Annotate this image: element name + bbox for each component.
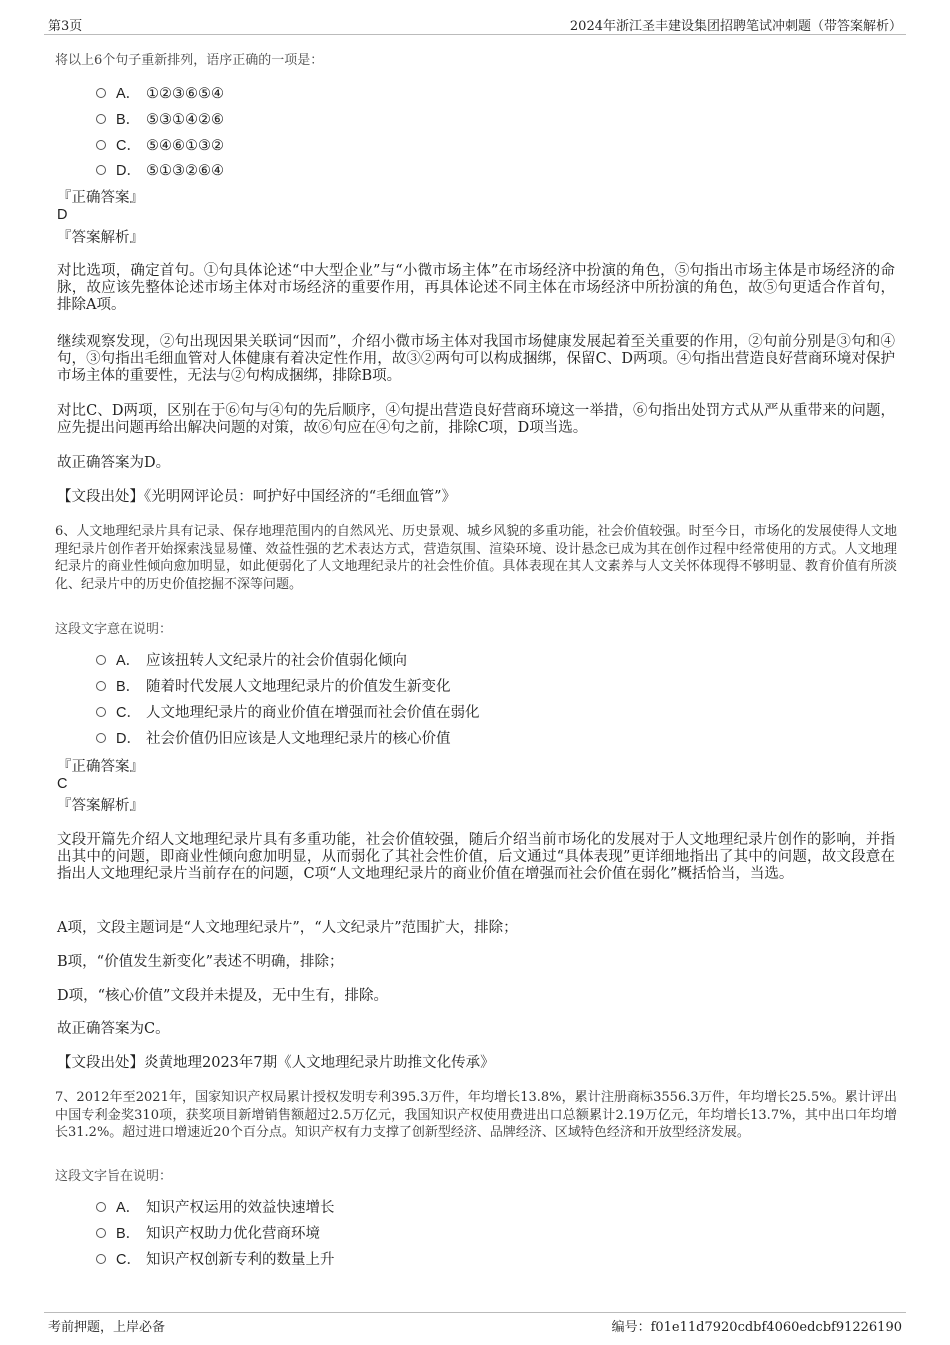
q6-analysis-p1: 文段开篇先介绍人文地理纪录片具有多重功能，社会价值较强，随后介绍当前市场化的发展对于人文地理纪录片创作的影响，并指出其中的问题，即商业性倾向愈加明显，从而弱化了其社会性价值，后文通过“具体表现”更详细地指出了其中的问题，故文段意在指出人文地理纪录片当前存在的问题，C项“人文地理纪录片的商业价值在增强而社会价值在弱化”概括恰当，当选。 [57,832,895,882]
radio-icon[interactable] [96,1254,106,1264]
q5-option-d[interactable]: D． ⑤①③②⑥④ [96,161,224,181]
q6-option-c[interactable]: C． 人文地理纪录片的商业价值在增强而社会价值在弱化 [96,703,480,723]
q5-analysis-p1: 对比选项，确定首句。①句具体论述“中大型企业”与“小微市场主体”在市场经济中扮演的角色，⑤句指出市场主体是市场经济的命脉，故应该先整体论述市场主体对市场经济的重要作用，再具体论述不同主体在市场经济中所扮演的角色，故⑤句更适合作首句，排除A项。 [57,263,895,313]
q6-prompt: 这段文字意在说明： [55,622,173,637]
q6-analysis-label: 『答案解析』 [57,798,144,814]
q5-source: 【文段出处】《光明网评论员：呵护好中国经济的“毛细血管”》 [57,489,457,505]
q6-analysis-p5: 故正确答案为C。 [57,1021,170,1037]
q5-answer: D [57,207,68,223]
q6-option-a[interactable]: A． 应该扭转人文纪录片的社会价值弱化倾向 [96,651,407,671]
radio-icon[interactable] [96,681,106,691]
radio-icon[interactable] [96,733,106,743]
q6-answer: C [57,776,68,792]
q7-question: 7、2012年至2021年，国家知识产权局累计授权发明专利395.3万件，年均增长13.8%，累计注册商标3556.3万件，年均增长25.5%。累计评出中国专利金奖310项，获奖项目新增销售额超过2.5万亿元，我国知识产权使用费进出口总额累计2.19万亿元，年均增长13.7%，其中出口年均增长31.2%。超过进口增速近20个百分点。知识产权有力支撑了创新型经济、品牌经济、区域特色经济和开放型经济发展。 [55,1090,897,1140]
q7-option-b[interactable]: B． 知识产权助力优化营商环境 [96,1224,320,1244]
radio-icon[interactable] [96,655,106,665]
document-title: 2024年浙江圣丰建设集团招聘笔试冲刺题（带答案解析） [569,19,902,34]
q6-answer-label: 『正确答案』 [57,759,144,775]
radio-icon[interactable] [96,114,106,124]
q7-prompt: 这段文字旨在说明： [55,1169,173,1184]
q7-option-a[interactable]: A． 知识产权运用的效益快速增长 [96,1198,335,1218]
q5-prompt: 将以上6个句子重新排列，语序正确的一项是： [55,53,324,68]
q5-option-b[interactable]: B． ⑤③①④②⑥ [96,110,224,130]
page-number: 第3页 [48,19,83,34]
q5-option-c[interactable]: C． ⑤④⑥①③② [96,136,224,156]
q5-analysis-p2: 继续观察发现，②句出现因果关联词“因而”，介绍小微市场主体对我国市场健康发展起着至关重要的作用，②句前分别是③句和④句，③句指出毛细血管对人体健康有着决定性作用，故③②两句可以构成捆绑，保留C、D两项。④句指出营造良好营商环境对保护市场主体的重要性，无法与②句构成捆绑，排除B项。 [57,334,895,384]
q6-option-d[interactable]: D． 社会价值仍旧应该是人文地理纪录片的核心价值 [96,729,451,749]
q7-option-c[interactable]: C． 知识产权创新专利的数量上升 [96,1250,335,1270]
radio-icon[interactable] [96,1202,106,1212]
radio-icon[interactable] [96,1228,106,1238]
q6-option-b[interactable]: B． 随着时代发展人文地理纪录片的价值发生新变化 [96,677,451,697]
q6-question: 6、人文地理纪录片具有记录、保存地理范围内的自然风光、历史景观、城乡风貌的多重功能，社会价值较强。时至今日，市场化的发展使得人文地理纪录片创作者开始探索浅显易懂、效益性强的艺术表达方式，营造氛围、渲染环境、设计悬念已成为其在创作过程中经常使用的方式。人文地理纪录片的商业性倾向愈加明显，如此便弱化了人文地理纪录片的社会性价值。具体表现在其人文素养与人文关怀体现得不够明显、教育价值有所淡化、纪录片中的历史价值挖掘不深等问题。 [55,524,897,592]
radio-icon[interactable] [96,140,106,150]
page-header [44,12,906,35]
radio-icon[interactable] [96,88,106,98]
q6-analysis-p2: A项，文段主题词是“人文地理纪录片”，“人文纪录片”范围扩大，排除； [57,920,518,936]
q6-source: 【文段出处】炎黄地理2023年7期《人文地理纪录片助推文化传承》 [57,1055,495,1071]
q5-analysis-p4: 故正确答案为D。 [57,455,171,471]
radio-icon[interactable] [96,165,106,175]
q5-analysis-label: 『答案解析』 [57,230,144,246]
radio-icon[interactable] [96,707,106,717]
q6-analysis-p4: D项，“核心价值”文段并未提及，无中生有，排除。 [57,988,388,1004]
document-id: 编号：f01e11d7920cdbf4060edcbf91226190 [611,1320,902,1335]
page-footer [44,1312,906,1341]
q5-answer-label: 『正确答案』 [57,190,144,206]
q5-analysis-p3: 对比C、D两项，区别在于⑥句与④句的先后顺序，④句提出营造良好营商环境这一举措，⑥句指出处罚方式从严从重带来的问题，应先提出问题再给出解决问题的对策，故⑥句应在④句之前，排除C项，D项当选。 [57,403,895,436]
q5-option-a[interactable]: A． ①②③⑥⑤④ [96,84,224,104]
footer-slogan: 考前押题，上岸必备 [48,1320,166,1335]
q6-analysis-p3: B项，“价值发生新变化”表述不明确，排除； [57,954,344,970]
